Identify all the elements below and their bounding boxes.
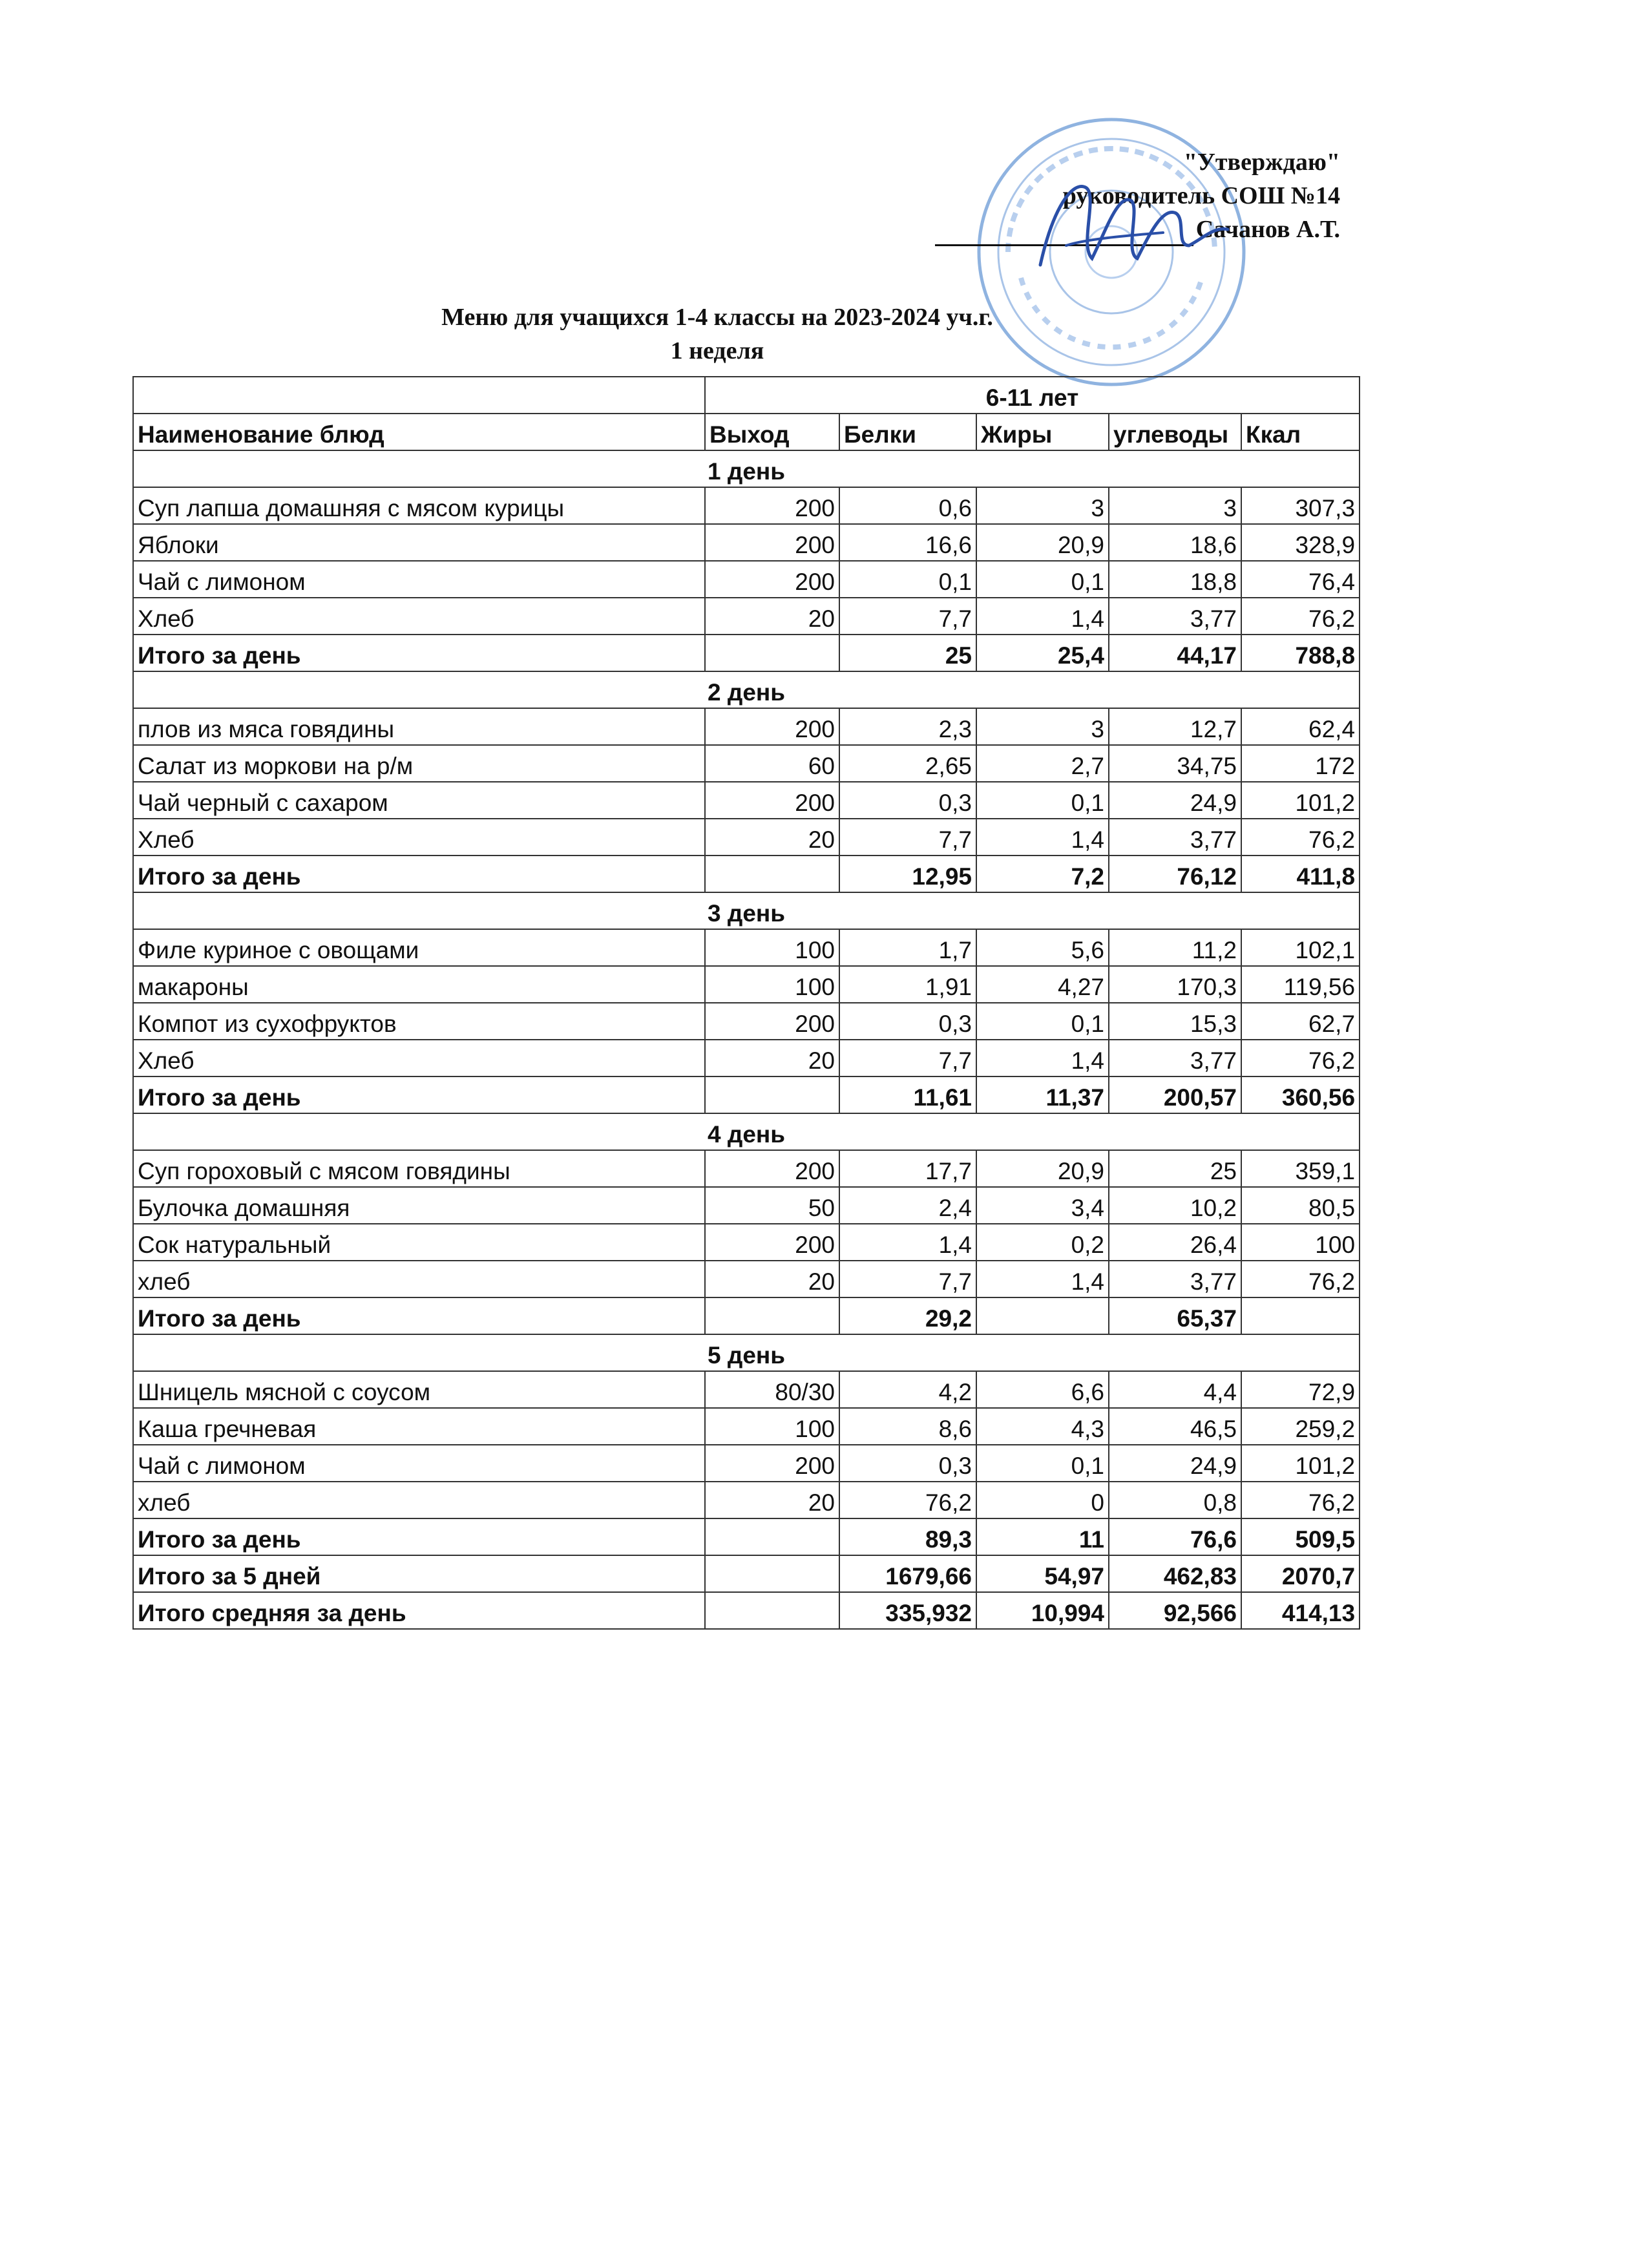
output-cell: 200 bbox=[705, 561, 839, 598]
kcal-cell: 414,13 bbox=[1241, 1592, 1360, 1629]
day-header-row bbox=[133, 450, 1360, 487]
dish-name-cell: макароны bbox=[133, 966, 705, 1003]
carbs-cell: 18,6 bbox=[1109, 524, 1241, 561]
dish-name-cell: Хлеб bbox=[133, 819, 705, 856]
output-cell bbox=[705, 856, 839, 892]
summary-total-row bbox=[133, 1592, 1360, 1629]
carbs-cell: 3,77 bbox=[1109, 819, 1241, 856]
dish-name-cell: Суп гороховый с мясом говядины bbox=[133, 1150, 705, 1187]
fats-cell: 10,994 bbox=[976, 1592, 1109, 1629]
fats-cell: 11,37 bbox=[976, 1076, 1109, 1113]
dish-name-cell: Итого за день bbox=[133, 856, 705, 892]
dish-name-cell: Салат из моркови на р/м bbox=[133, 745, 705, 782]
fats-cell: 0,1 bbox=[976, 1003, 1109, 1040]
carbs-cell: 65,37 bbox=[1109, 1297, 1241, 1334]
output-cell: 200 bbox=[705, 1003, 839, 1040]
table-row bbox=[133, 1040, 1360, 1076]
table-row bbox=[133, 1408, 1360, 1445]
dish-name-cell: Хлеб bbox=[133, 598, 705, 635]
fats-cell: 2,7 bbox=[976, 745, 1109, 782]
kcal-cell: 76,2 bbox=[1241, 598, 1360, 635]
output-cell: 200 bbox=[705, 487, 839, 524]
kcal-cell: 307,3 bbox=[1241, 487, 1360, 524]
output-cell: 100 bbox=[705, 929, 839, 966]
fats-cell: 20,9 bbox=[976, 1150, 1109, 1187]
kcal-cell: 62,7 bbox=[1241, 1003, 1360, 1040]
carbs-cell: 18,8 bbox=[1109, 561, 1241, 598]
output-cell: 50 bbox=[705, 1187, 839, 1224]
day-header-row bbox=[133, 671, 1360, 708]
carbs-cell: 76,6 bbox=[1109, 1518, 1241, 1555]
kcal-cell: 328,9 bbox=[1241, 524, 1360, 561]
proteins-cell: 16,6 bbox=[839, 524, 976, 561]
table-row bbox=[133, 819, 1360, 856]
table-row bbox=[133, 1445, 1360, 1482]
day-label: 2 день bbox=[133, 671, 1360, 708]
approval-heading: "Утверждаю" bbox=[1183, 149, 1340, 176]
dish-name-cell: Каша гречневая bbox=[133, 1408, 705, 1445]
dish-name-cell: Хлеб bbox=[133, 1040, 705, 1076]
carbs-cell: 0,8 bbox=[1109, 1482, 1241, 1518]
kcal-cell bbox=[1241, 1297, 1360, 1334]
day-header-row bbox=[133, 1334, 1360, 1371]
carbs-cell: 3,77 bbox=[1109, 598, 1241, 635]
fats-cell: 25,4 bbox=[976, 635, 1109, 671]
table-row bbox=[133, 966, 1360, 1003]
table-row bbox=[133, 1187, 1360, 1224]
output-cell bbox=[705, 1076, 839, 1113]
kcal-cell: 101,2 bbox=[1241, 782, 1360, 819]
proteins-cell: 7,7 bbox=[839, 1261, 976, 1297]
table-row bbox=[133, 1224, 1360, 1261]
carbs-cell: 26,4 bbox=[1109, 1224, 1241, 1261]
output-cell: 60 bbox=[705, 745, 839, 782]
proteins-cell: 7,7 bbox=[839, 819, 976, 856]
summary-total-row bbox=[133, 1555, 1360, 1592]
dish-name-cell: Итого за 5 дней bbox=[133, 1555, 705, 1592]
table-row bbox=[133, 1482, 1360, 1518]
kcal-cell: 509,5 bbox=[1241, 1518, 1360, 1555]
output-cell bbox=[705, 635, 839, 671]
output-cell: 80/30 bbox=[705, 1371, 839, 1408]
dish-name-cell: Яблоки bbox=[133, 524, 705, 561]
day-label: 1 день bbox=[133, 450, 1360, 487]
table-row bbox=[133, 1261, 1360, 1297]
day-total-row bbox=[133, 1297, 1360, 1334]
dish-name-cell: Итого за день bbox=[133, 1297, 705, 1334]
proteins-cell: 29,2 bbox=[839, 1297, 976, 1334]
fats-cell: 0 bbox=[976, 1482, 1109, 1518]
output-cell: 100 bbox=[705, 1408, 839, 1445]
output-cell: 200 bbox=[705, 782, 839, 819]
column-header-fats: Жиры bbox=[976, 414, 1109, 450]
proteins-cell: 1,91 bbox=[839, 966, 976, 1003]
carbs-cell: 3 bbox=[1109, 487, 1241, 524]
handwritten-signature bbox=[1027, 168, 1234, 278]
proteins-cell: 17,7 bbox=[839, 1150, 976, 1187]
proteins-cell: 1,4 bbox=[839, 1224, 976, 1261]
kcal-cell: 360,56 bbox=[1241, 1076, 1360, 1113]
table-row bbox=[133, 524, 1360, 561]
approval-position: руководитель СОШ №14 bbox=[1062, 182, 1340, 209]
output-cell bbox=[705, 1592, 839, 1629]
proteins-cell: 335,932 bbox=[839, 1592, 976, 1629]
carbs-cell: 25 bbox=[1109, 1150, 1241, 1187]
dish-name-cell: Итого за день bbox=[133, 1076, 705, 1113]
output-cell: 20 bbox=[705, 1040, 839, 1076]
day-header-row bbox=[133, 1113, 1360, 1150]
carbs-cell: 170,3 bbox=[1109, 966, 1241, 1003]
fats-cell: 4,27 bbox=[976, 966, 1109, 1003]
fats-cell: 6,6 bbox=[976, 1371, 1109, 1408]
table-row bbox=[133, 598, 1360, 635]
kcal-cell: 411,8 bbox=[1241, 856, 1360, 892]
proteins-cell: 2,3 bbox=[839, 708, 976, 745]
proteins-cell: 8,6 bbox=[839, 1408, 976, 1445]
carbs-cell: 11,2 bbox=[1109, 929, 1241, 966]
day-total-row bbox=[133, 856, 1360, 892]
table-row bbox=[133, 745, 1360, 782]
title-line-1: Меню для учащихся 1-4 классы на 2023-2024 уч.г. bbox=[441, 304, 993, 331]
fats-cell: 20,9 bbox=[976, 524, 1109, 561]
output-cell: 100 bbox=[705, 966, 839, 1003]
carbs-cell: 10,2 bbox=[1109, 1187, 1241, 1224]
day-total-row bbox=[133, 1518, 1360, 1555]
dish-name-cell: Чай с лимоном bbox=[133, 1445, 705, 1482]
dish-name-cell: Итого за день bbox=[133, 1518, 705, 1555]
carbs-cell: 24,9 bbox=[1109, 782, 1241, 819]
kcal-cell: 172 bbox=[1241, 745, 1360, 782]
fats-cell: 7,2 bbox=[976, 856, 1109, 892]
table-row bbox=[133, 929, 1360, 966]
proteins-cell: 11,61 bbox=[839, 1076, 976, 1113]
dish-name-cell: Компот из сухофруктов bbox=[133, 1003, 705, 1040]
kcal-cell: 72,9 bbox=[1241, 1371, 1360, 1408]
document-title bbox=[362, 300, 1073, 368]
dish-name-cell: Итого за день bbox=[133, 635, 705, 671]
column-header-kcal: Ккал bbox=[1241, 414, 1360, 450]
carbs-cell: 462,83 bbox=[1109, 1555, 1241, 1592]
title-line-2: 1 неделя bbox=[670, 337, 764, 364]
proteins-cell: 2,4 bbox=[839, 1187, 976, 1224]
dish-name-cell: Сок натуральный bbox=[133, 1224, 705, 1261]
carbs-cell: 46,5 bbox=[1109, 1408, 1241, 1445]
kcal-cell: 76,2 bbox=[1241, 1482, 1360, 1518]
output-cell: 20 bbox=[705, 819, 839, 856]
proteins-cell: 2,65 bbox=[839, 745, 976, 782]
kcal-cell: 62,4 bbox=[1241, 708, 1360, 745]
carbs-cell: 3,77 bbox=[1109, 1040, 1241, 1076]
carbs-cell: 76,12 bbox=[1109, 856, 1241, 892]
dish-name-cell: Филе куриное с овощами bbox=[133, 929, 705, 966]
proteins-cell: 1679,66 bbox=[839, 1555, 976, 1592]
output-cell: 20 bbox=[705, 1261, 839, 1297]
fats-cell: 0,1 bbox=[976, 782, 1109, 819]
proteins-cell: 7,7 bbox=[839, 598, 976, 635]
day-total-row bbox=[133, 635, 1360, 671]
dish-name-cell: Итого средняя за день bbox=[133, 1592, 705, 1629]
table-row bbox=[133, 561, 1360, 598]
kcal-cell: 80,5 bbox=[1241, 1187, 1360, 1224]
kcal-cell: 76,2 bbox=[1241, 1261, 1360, 1297]
proteins-cell: 0,3 bbox=[839, 1003, 976, 1040]
output-cell: 200 bbox=[705, 524, 839, 561]
proteins-cell: 0,6 bbox=[839, 487, 976, 524]
carbs-cell: 92,566 bbox=[1109, 1592, 1241, 1629]
carbs-cell: 24,9 bbox=[1109, 1445, 1241, 1482]
kcal-cell: 76,4 bbox=[1241, 561, 1360, 598]
table-row bbox=[133, 782, 1360, 819]
fats-cell: 1,4 bbox=[976, 1261, 1109, 1297]
fats-cell: 0,1 bbox=[976, 1445, 1109, 1482]
dish-name-cell: хлеб bbox=[133, 1482, 705, 1518]
proteins-cell: 25 bbox=[839, 635, 976, 671]
kcal-cell: 788,8 bbox=[1241, 635, 1360, 671]
carbs-cell: 44,17 bbox=[1109, 635, 1241, 671]
proteins-cell: 4,2 bbox=[839, 1371, 976, 1408]
dish-name-cell: Чай черный с сахаром bbox=[133, 782, 705, 819]
day-header-row bbox=[133, 892, 1360, 929]
kcal-cell: 100 bbox=[1241, 1224, 1360, 1261]
menu-table bbox=[132, 376, 1360, 1630]
fats-cell: 0,1 bbox=[976, 561, 1109, 598]
proteins-cell: 76,2 bbox=[839, 1482, 976, 1518]
fats-cell: 1,4 bbox=[976, 819, 1109, 856]
output-cell bbox=[705, 1297, 839, 1334]
table-row bbox=[133, 1150, 1360, 1187]
dish-name-cell: Булочка домашняя bbox=[133, 1187, 705, 1224]
kcal-cell: 359,1 bbox=[1241, 1150, 1360, 1187]
dish-name-cell: хлеб bbox=[133, 1261, 705, 1297]
kcal-cell: 76,2 bbox=[1241, 819, 1360, 856]
menu-table-body bbox=[133, 377, 1360, 1629]
dish-name-cell: плов из мяса говядины bbox=[133, 708, 705, 745]
carbs-cell: 15,3 bbox=[1109, 1003, 1241, 1040]
table-row bbox=[133, 1003, 1360, 1040]
fats-cell: 1,4 bbox=[976, 598, 1109, 635]
proteins-cell: 0,3 bbox=[839, 1445, 976, 1482]
table-row bbox=[133, 487, 1360, 524]
fats-cell bbox=[976, 1297, 1109, 1334]
proteins-cell: 0,1 bbox=[839, 561, 976, 598]
fats-cell: 3,4 bbox=[976, 1187, 1109, 1224]
fats-cell: 4,3 bbox=[976, 1408, 1109, 1445]
output-cell: 200 bbox=[705, 1150, 839, 1187]
dish-name-cell: Чай с лимоном bbox=[133, 561, 705, 598]
empty-header-cell bbox=[133, 377, 705, 414]
day-label: 4 день bbox=[133, 1113, 1360, 1150]
output-cell bbox=[705, 1555, 839, 1592]
age-group-header: 6-11 лет bbox=[705, 377, 1360, 414]
proteins-cell: 7,7 bbox=[839, 1040, 976, 1076]
carbs-cell: 34,75 bbox=[1109, 745, 1241, 782]
kcal-cell: 119,56 bbox=[1241, 966, 1360, 1003]
dish-name-cell: Суп лапша домашняя с мясом курицы bbox=[133, 487, 705, 524]
kcal-cell: 76,2 bbox=[1241, 1040, 1360, 1076]
day-label: 3 день bbox=[133, 892, 1360, 929]
approval-name: Сачанов А.Т. bbox=[1195, 216, 1340, 243]
kcal-cell: 2070,7 bbox=[1241, 1555, 1360, 1592]
fats-cell: 5,6 bbox=[976, 929, 1109, 966]
kcal-cell: 101,2 bbox=[1241, 1445, 1360, 1482]
carbs-cell: 3,77 bbox=[1109, 1261, 1241, 1297]
kcal-cell: 102,1 bbox=[1241, 929, 1360, 966]
proteins-cell: 0,3 bbox=[839, 782, 976, 819]
carbs-cell: 200,57 bbox=[1109, 1076, 1241, 1113]
fats-cell: 54,97 bbox=[976, 1555, 1109, 1592]
output-cell: 20 bbox=[705, 1482, 839, 1518]
output-cell: 200 bbox=[705, 1445, 839, 1482]
fats-cell: 1,4 bbox=[976, 1040, 1109, 1076]
output-cell: 200 bbox=[705, 1224, 839, 1261]
age-header-row bbox=[133, 377, 1360, 414]
column-header-proteins: Белки bbox=[839, 414, 976, 450]
dish-name-cell: Шницель мясной с соусом bbox=[133, 1371, 705, 1408]
proteins-cell: 12,95 bbox=[839, 856, 976, 892]
fats-cell: 0,2 bbox=[976, 1224, 1109, 1261]
fats-cell: 3 bbox=[976, 487, 1109, 524]
proteins-cell: 1,7 bbox=[839, 929, 976, 966]
column-header-row bbox=[133, 414, 1360, 450]
output-cell: 20 bbox=[705, 598, 839, 635]
column-header-carbs: углеводы bbox=[1109, 414, 1241, 450]
carbs-cell: 12,7 bbox=[1109, 708, 1241, 745]
output-cell bbox=[705, 1518, 839, 1555]
table-row bbox=[133, 1371, 1360, 1408]
kcal-cell: 259,2 bbox=[1241, 1408, 1360, 1445]
fats-cell: 11 bbox=[976, 1518, 1109, 1555]
proteins-cell: 89,3 bbox=[839, 1518, 976, 1555]
day-label: 5 день bbox=[133, 1334, 1360, 1371]
column-header-name: Наименование блюд bbox=[133, 414, 705, 450]
fats-cell: 3 bbox=[976, 708, 1109, 745]
table-row bbox=[133, 708, 1360, 745]
carbs-cell: 4,4 bbox=[1109, 1371, 1241, 1408]
day-total-row bbox=[133, 1076, 1360, 1113]
output-cell: 200 bbox=[705, 708, 839, 745]
column-header-output: Выход bbox=[705, 414, 839, 450]
